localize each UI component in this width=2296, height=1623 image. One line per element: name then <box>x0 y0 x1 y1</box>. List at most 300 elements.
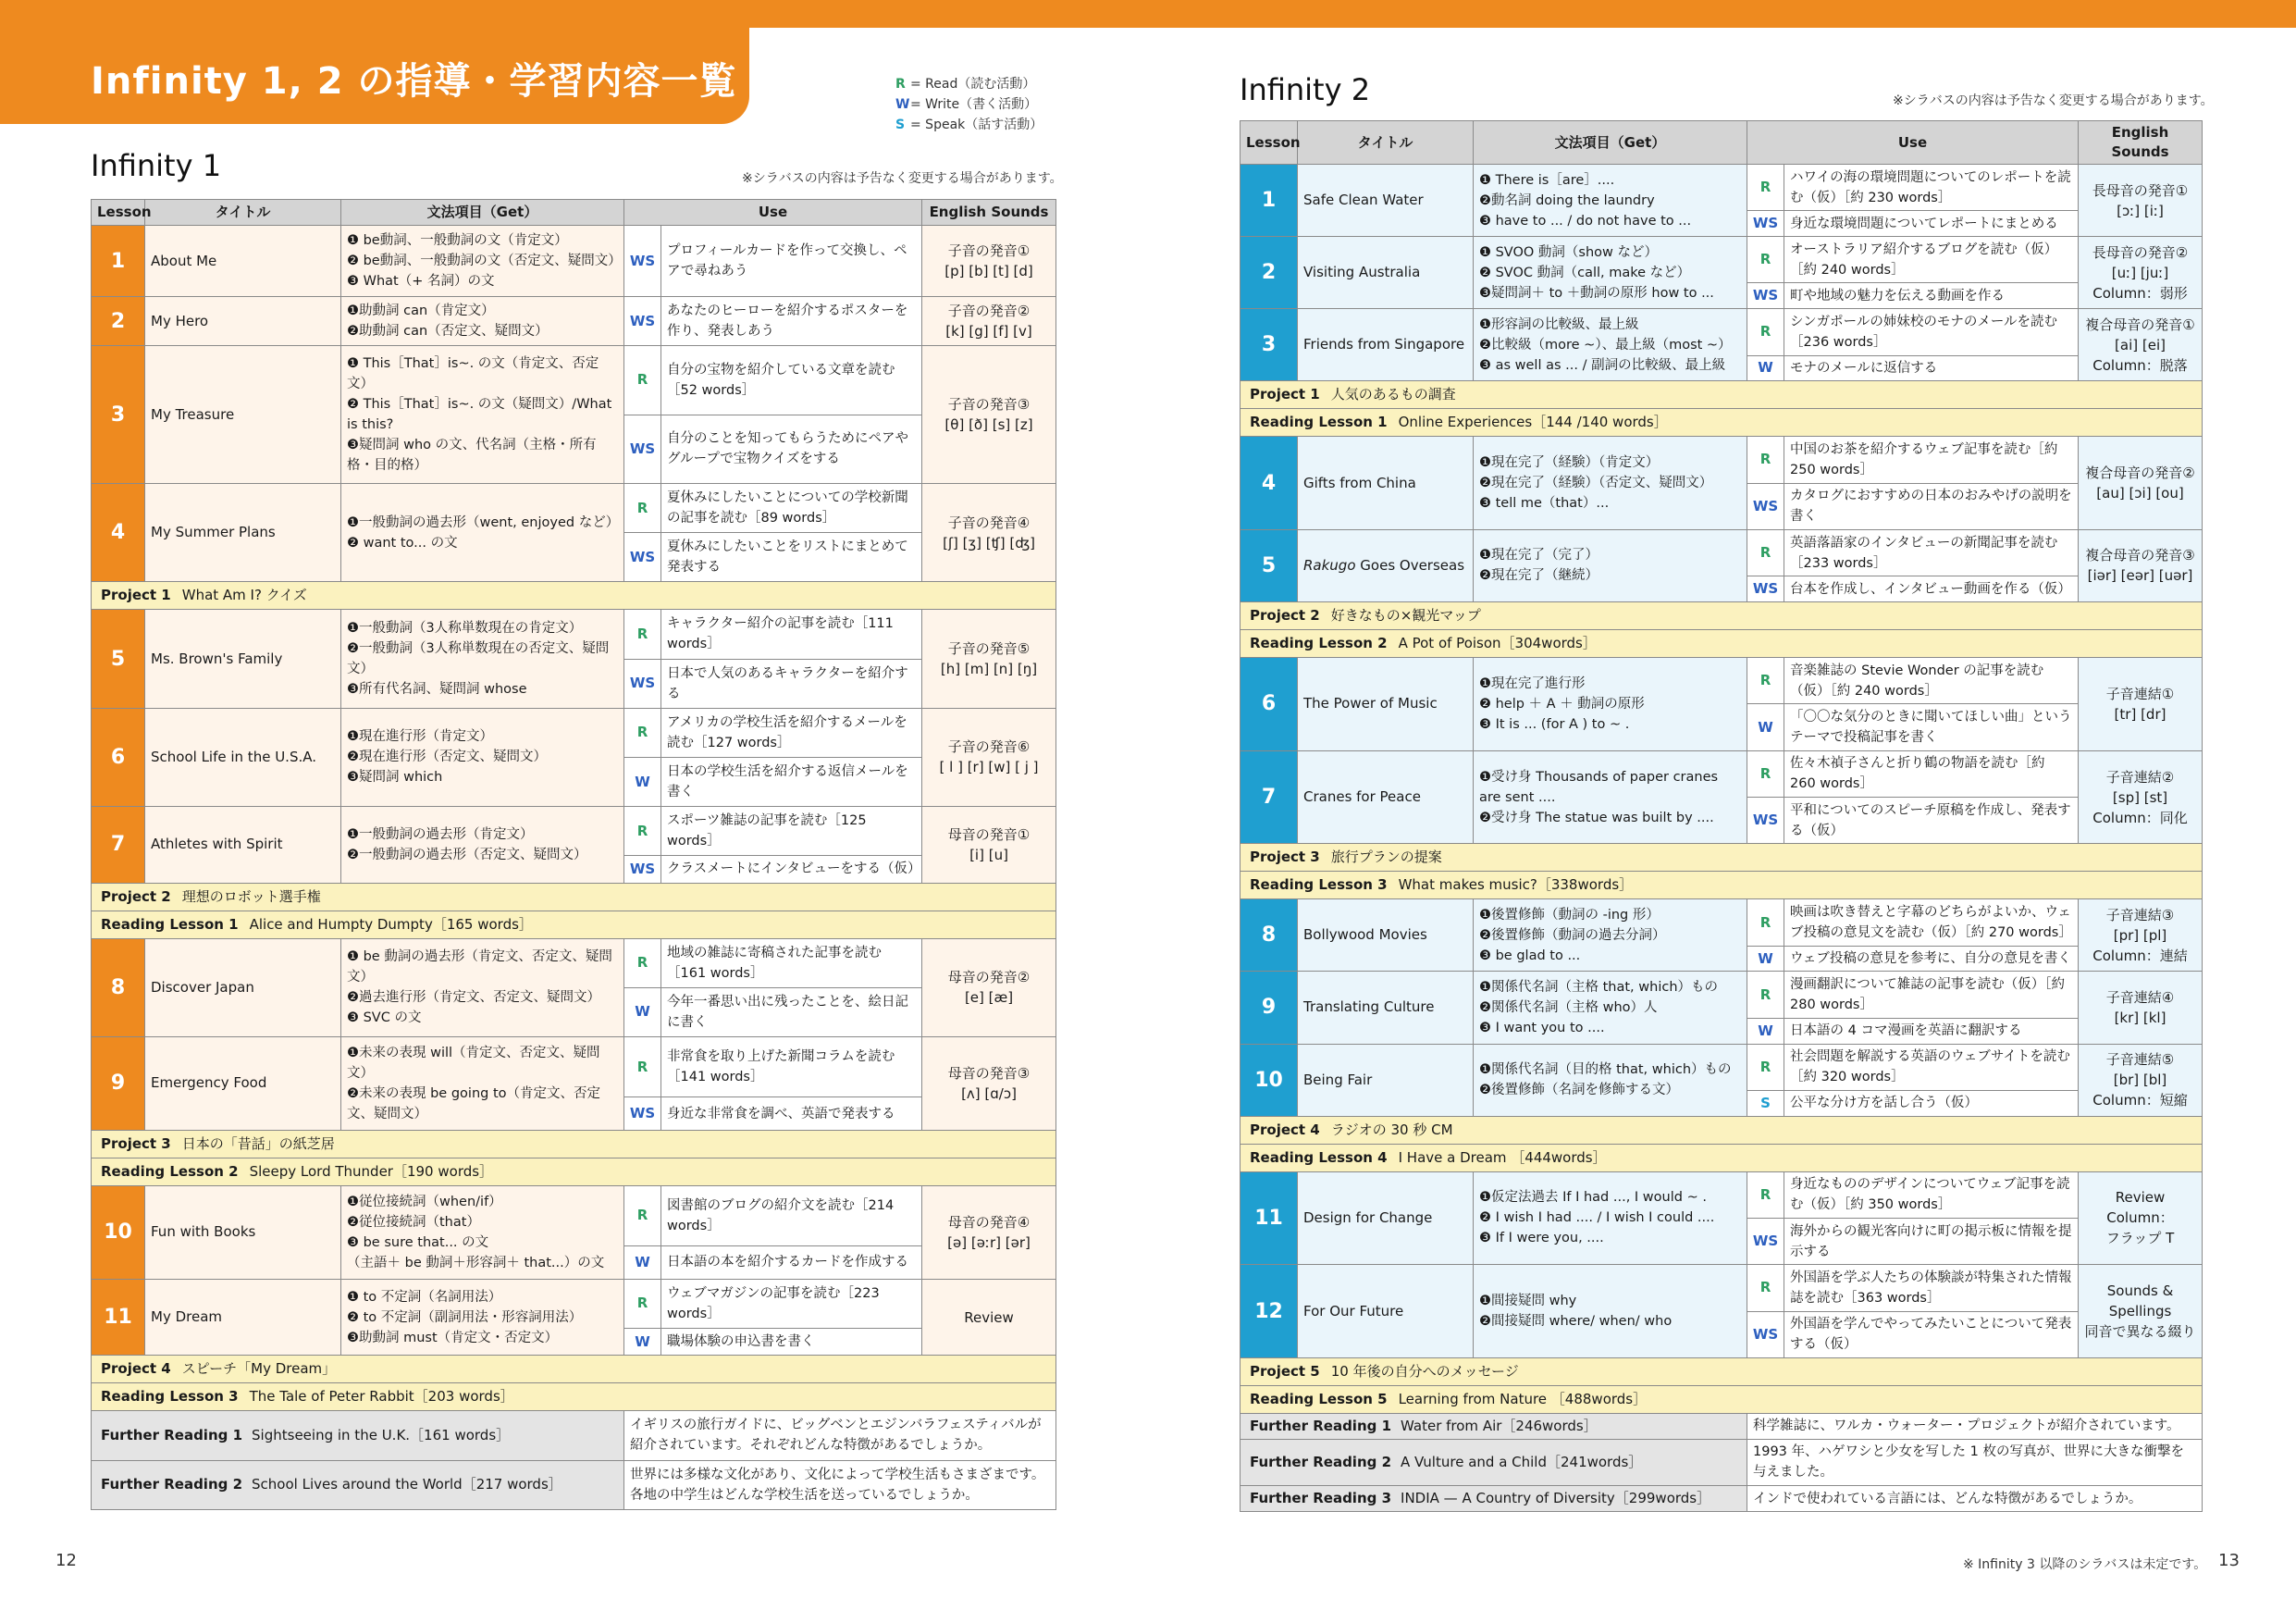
activity-code: WS <box>624 415 661 483</box>
grammar-item: ❶一般動詞の過去形（went, enjoyed など） <box>347 514 620 530</box>
reading-label: Reading Lesson 3 <box>1250 876 1388 894</box>
infinity-2-syllabus-table <box>1240 120 2203 1512</box>
activity-description: 職場体験の申込書を書く <box>661 1329 922 1356</box>
sounds-column-header: English Sounds <box>922 200 1056 226</box>
further-reading-title-cell <box>92 1460 624 1509</box>
lesson-number: 12 <box>1241 1265 1298 1358</box>
grammar-item: ❷未来の表現 be going to（肯定文、否定文、疑問文） <box>347 1085 601 1121</box>
activity-code: R <box>1747 1265 1784 1311</box>
activity-description: 今年一番思い出に残ったことを、絵日記に書く <box>661 987 922 1036</box>
grammar-points <box>341 938 624 1036</box>
activity-description: 日本語の本を紹介するカードを作成する <box>661 1246 922 1280</box>
lesson-title: Bollywood Movies <box>1298 899 1474 972</box>
grammar-points <box>341 297 624 346</box>
grammar-points <box>341 807 624 884</box>
activity-code: W <box>624 987 661 1036</box>
project-row <box>1241 844 2203 872</box>
lesson-row <box>92 226 1056 297</box>
project-label: Project 4 <box>1250 1121 1320 1138</box>
activity-description: モナのメールに返信する <box>1784 355 2079 381</box>
reading-row <box>1241 1144 2203 1171</box>
reading-row <box>1241 1385 2203 1413</box>
lesson-number: 10 <box>92 1185 145 1279</box>
project-label: Project 2 <box>1250 607 1320 624</box>
lesson-row <box>1241 1044 2203 1090</box>
reading-label: Reading Lesson 2 <box>101 1162 239 1180</box>
activity-description: 漫画翻訳について雑誌の記事を読む（仮）［約 280 words］ <box>1784 972 2079 1018</box>
grammar-item: ❷受け身 The statue was built by .... <box>1479 810 1714 825</box>
grammar-item: ❸ If I were you, .... <box>1479 1231 1604 1246</box>
reading-row <box>92 911 1056 938</box>
lesson-number: 9 <box>92 1036 145 1130</box>
activity-description: キャラクター紹介の記事を読む［111 words］ <box>661 610 922 659</box>
legend-key: S <box>895 118 906 132</box>
grammar-item: ❶現在完了（完了） <box>1479 548 1599 564</box>
activity-description: 夏休みにしたいことについての学校新聞の記事を読む［89 words］ <box>661 483 922 532</box>
grammar-item: ❸ have to ... / do not have to ... <box>1479 213 1692 229</box>
page-title: Infinity 1, 2 の指導・学習内容一覧 <box>0 28 749 124</box>
english-sounds-text: 母音の発音③ [ʌ] [ɑ/ɔ] <box>947 1064 1031 1102</box>
grammar-points <box>341 346 624 484</box>
activity-code: W <box>1747 1018 1784 1044</box>
lesson-row <box>92 1036 1056 1096</box>
lesson-number: 5 <box>92 610 145 708</box>
project-row <box>1241 1357 2203 1385</box>
grammar-item: ❶関係代名詞（主格 that, which）もの <box>1479 979 1719 995</box>
lesson-row <box>92 807 1056 856</box>
activity-code: R <box>1747 437 1784 483</box>
further-reading-label: Further Reading 3 <box>1250 1490 1392 1507</box>
lesson-number: 1 <box>1241 165 1298 237</box>
activity-description: 映画は吹き替えと字幕のどちらがよいか、ウェブ投稿の意見文を読む（仮）［約 270 words］ <box>1784 899 2079 946</box>
project-title: 理想のロボット選手権 <box>181 887 321 905</box>
activity-code: WS <box>1747 1311 1784 1357</box>
english-sounds-text: Review <box>964 1308 1014 1326</box>
activity-code: R <box>1747 972 1784 1018</box>
further-reading-label: Further Reading 2 <box>1250 1453 1392 1470</box>
activity-description: 日本の学校生活を紹介する返信メールを書く <box>661 757 922 806</box>
activity-code: R <box>624 938 661 987</box>
english-sounds-text: 子音の発音① [p] [b] [t] [d] <box>944 242 1033 280</box>
english-sounds <box>922 297 1056 346</box>
reading-title: What makes music?［338words］ <box>1398 876 1634 894</box>
activity-code: W <box>624 1246 661 1280</box>
project-cell <box>1241 1116 2203 1144</box>
project-cell <box>1241 844 2203 872</box>
project-row <box>1241 381 2203 409</box>
lesson-title-rest: Goes Overseas <box>1355 556 1465 574</box>
activity-code: R <box>1747 658 1784 704</box>
lesson-row <box>1241 165 2203 211</box>
activity-code: R <box>624 807 661 856</box>
english-sounds <box>922 483 1056 581</box>
reading-label: Reading Lesson 4 <box>1250 1148 1388 1166</box>
activity-description: 町や地域の魅力を伝える動画を作る <box>1784 283 2079 309</box>
activity-description: 英語落語家のインタビューの新聞記事を読む［233 words］ <box>1784 529 2079 576</box>
grammar-item: ❷現在進行形（否定文、疑問文） <box>347 750 547 765</box>
english-sounds <box>2079 1044 2203 1116</box>
grammar-item: （主語＋ be 動詞＋形容詞＋ that...）の文 <box>347 1255 605 1270</box>
project-label: Project 2 <box>101 887 171 905</box>
grammar-item: ❶現在完了進行形 <box>1479 675 1586 691</box>
further-reading-title-cell <box>1241 1486 1747 1512</box>
lesson-number: 4 <box>1241 437 1298 530</box>
activity-description: 身近な環境問題についてレポートにまとめる <box>1784 211 2079 237</box>
grammar-points <box>1474 309 1747 381</box>
activity-description: カタログにおすすめの日本のおみやげの説明を書く <box>1784 483 2079 529</box>
grammar-item: ❸ be glad to ... <box>1479 948 1581 963</box>
grammar-points <box>1474 1044 1747 1116</box>
lesson-row <box>1241 750 2203 797</box>
activity-description: 社会問題を解説する英語のウェブサイトを読む［約 320 words］ <box>1784 1044 2079 1090</box>
lesson-title: Friends from Singapore <box>1298 309 1474 381</box>
grammar-item: ❸疑問詞 who の文、代名詞（主格・所有格・目的格） <box>347 438 597 474</box>
title-column-header: タイトル <box>145 200 341 226</box>
english-sounds <box>922 610 1056 708</box>
english-sounds-text: 子音の発音② [k] [g] [f] [v] <box>945 303 1032 341</box>
lesson-number: 7 <box>1241 750 1298 844</box>
lesson-number: 11 <box>92 1279 145 1356</box>
project-cell <box>1241 381 2203 409</box>
grammar-points <box>1474 750 1747 844</box>
english-sounds-text: 複合母音の発音③ [iər] [eər] [uər] <box>2085 547 2195 585</box>
english-sounds-text: 子音連結① [tr] [dr] <box>2105 685 2175 723</box>
activity-legend <box>895 74 1043 135</box>
lesson-number: 4 <box>92 483 145 581</box>
grammar-points <box>341 226 624 297</box>
activity-code: R <box>1747 309 1784 355</box>
grammar-points <box>341 1279 624 1356</box>
lesson-title: Discover Japan <box>145 938 341 1036</box>
english-sounds-text: Review Column： フラップ T <box>2105 1189 2175 1247</box>
reading-cell <box>1241 409 2203 437</box>
activity-code: WS <box>624 856 661 883</box>
reading-row <box>1241 630 2203 658</box>
grammar-item: ❶ This［That］is~. の文（肯定文、否定文） <box>347 356 599 392</box>
grammar-item: ❷ help ＋ A ＋ 動詞の原形 <box>1479 696 1645 712</box>
grammar-item: ❷ This［That］is~. の文（疑問文）/What is this? <box>347 397 612 433</box>
project-label: Project 1 <box>1250 386 1320 403</box>
activity-description: オーストラリア紹介するブログを読む（仮）［約 240 words］ <box>1784 237 2079 283</box>
reading-title: Learning from Nature ［488words］ <box>1398 1390 1648 1407</box>
grammar-item: ❷従位接続詞（that） <box>347 1214 480 1230</box>
grammar-item: ❷間接疑問 where/ when/ who <box>1479 1314 1673 1330</box>
english-sounds-text: 母音の発音② [e] [æ] <box>947 969 1031 1007</box>
lesson-number: 6 <box>1241 658 1298 751</box>
legend-text: = Write（書く活動） <box>910 97 1038 112</box>
lesson-number: 9 <box>1241 972 1298 1044</box>
sounds-column-header: English Sounds <box>2079 121 2203 165</box>
lesson-row <box>92 483 1056 532</box>
grammar-item: ❷後置修飾（名詞を修飾する文） <box>1479 1083 1679 1098</box>
lesson-row <box>1241 1265 2203 1311</box>
infinity-2-heading: Infinity 2 <box>1240 72 1371 107</box>
lesson-title: Athletes with Spirit <box>145 807 341 884</box>
lesson-number: 5 <box>1241 529 1298 601</box>
lesson-row <box>92 297 1056 346</box>
legend-key: R <box>895 77 906 92</box>
english-sounds-text: 複合母音の発音② [au] [ɔi] [ou] <box>2085 465 2195 502</box>
activity-description: 身近なもののデザインについてウェブ記事を読む（仮）［約 350 words］ <box>1784 1171 2079 1218</box>
lesson-number: 10 <box>1241 1044 1298 1116</box>
grammar-item: ❶仮定法過去 If I had ..., I would ~ . <box>1479 1190 1707 1206</box>
further-reading-title: Water from Air［246words］ <box>1401 1417 1598 1434</box>
activity-description: 夏休みにしたいことをリストにまとめて発表する <box>661 533 922 582</box>
further-reading-label: Further Reading 1 <box>1250 1417 1392 1434</box>
legend-speak <box>895 115 1043 135</box>
lesson-number: 6 <box>92 708 145 806</box>
english-sounds-text: 子音連結③ [pr] [pl] Column：連結 <box>2092 906 2188 964</box>
reading-label: Reading Lesson 3 <box>101 1388 239 1406</box>
grammar-item: ❶関係代名詞（目的格 that, which）もの <box>1479 1062 1732 1078</box>
further-reading-description: 世界には多様な文化があり、文化によって学校生活もさまざまです。各地の中学生はどんな学校生活を送っているでしょうか。 <box>624 1460 1056 1509</box>
grammar-item: ❶未来の表現 will（肯定文、否定文、疑問文） <box>347 1045 600 1081</box>
reading-row <box>92 1383 1056 1411</box>
grammar-item: ❶現在完了（経験）（肯定文） <box>1479 455 1660 471</box>
grammar-points <box>1474 1265 1747 1358</box>
project-row <box>92 883 1056 911</box>
lesson-row <box>92 1279 1056 1328</box>
lesson-title: My Dream <box>145 1279 341 1356</box>
activity-description: 台本を作成し、インタビュー動画を作る（仮） <box>1784 576 2079 602</box>
lesson-row <box>1241 309 2203 355</box>
grammar-item: ❶受け身 Thousands of paper cranes are sent .... <box>1479 769 1719 805</box>
activity-description: アメリカの学校生活を紹介するメールを読む［127 words］ <box>661 708 922 757</box>
activity-code: R <box>624 610 661 659</box>
activity-description: 海外からの観光客向けに町の掲示板に情報を提示する <box>1784 1218 2079 1264</box>
lesson-number: 3 <box>92 346 145 484</box>
lesson-row <box>92 346 1056 415</box>
grammar-item: ❷過去進行形（肯定文、否定文、疑問文） <box>347 990 600 1006</box>
project-label: Project 5 <box>1250 1362 1320 1380</box>
reading-cell <box>92 911 1056 938</box>
english-sounds <box>922 1279 1056 1356</box>
english-sounds <box>922 1185 1056 1279</box>
english-sounds-text: 子音の発音③ [θ] [ð] [s] [z] <box>944 396 1033 434</box>
activity-code: S <box>1747 1090 1784 1116</box>
lesson-number: 7 <box>92 807 145 884</box>
legend-read <box>895 74 1043 94</box>
reading-label: Reading Lesson 2 <box>1250 635 1388 651</box>
grammar-item: ❸ SVC の文 <box>347 1010 422 1026</box>
english-sounds <box>2079 899 2203 972</box>
activity-code: WS <box>624 659 661 708</box>
grammar-item: ❸疑問詞＋ to ＋動詞の原形 how to ... <box>1479 285 1714 301</box>
activity-code: R <box>624 708 661 757</box>
english-sounds <box>922 1036 1056 1130</box>
grammar-item: ❷ want to... の文 <box>347 535 458 551</box>
grammar-item: ❷動名詞 doing the laundry <box>1479 192 1655 208</box>
activity-code: WS <box>1747 211 1784 237</box>
grammar-item: ❶ be 動詞の過去形（肯定文、否定文、疑問文） <box>347 949 612 985</box>
grammar-item: ❸ I want you to .... <box>1479 1020 1605 1035</box>
grammar-points <box>341 1185 624 1279</box>
activity-code: W <box>624 1329 661 1356</box>
project-cell <box>92 582 1056 610</box>
activity-code: WS <box>1747 798 1784 844</box>
activity-description: 身近な非常食を調べ、英語で発表する <box>661 1097 922 1131</box>
syllabus-note-right: ※シラバスの内容は予告なく変更する場合があります。 <box>1893 93 2214 108</box>
english-sounds <box>2079 529 2203 601</box>
lesson-row <box>92 708 1056 757</box>
project-title: 人気のあるもの調査 <box>1330 386 1456 403</box>
activity-code: R <box>624 1185 661 1245</box>
activity-code: WS <box>1747 283 1784 309</box>
lesson-title: Being Fair <box>1298 1044 1474 1116</box>
activity-description: 自分のことを知ってもらうためにペアやグループで宝物クイズをする <box>661 415 922 483</box>
project-row <box>1241 1116 2203 1144</box>
reading-title: A Pot of Poison［304words］ <box>1398 635 1597 651</box>
legend-text: = Speak（話す活動） <box>910 118 1043 132</box>
english-sounds-text: 長母音の発音① [ɔː] [iː] <box>2092 181 2189 219</box>
activity-code: WS <box>624 297 661 346</box>
lesson-title-italic: Rakugo <box>1303 556 1356 574</box>
activity-description: 日本語の 4 コマ漫画を英語に翻訳する <box>1784 1018 2079 1044</box>
bottom-note: ※ Infinity 3 以降のシラバスは未定です。 <box>1963 1557 2207 1572</box>
grammar-item: ❷一般動詞（3人称単数現在の否定文、疑問文） <box>347 641 610 677</box>
grammar-item: ❷後置修飾（動詞の過去分詞） <box>1479 927 1666 943</box>
lesson-title: School Life in the U.S.A. <box>145 708 341 806</box>
project-label: Project 3 <box>1250 849 1320 866</box>
grammar-item: ❷ SVOC 動詞（call, make など） <box>1479 265 1691 280</box>
activity-description: ハワイの海の環境問題についてのレポートを読む（仮）［約 230 words］ <box>1784 165 2079 211</box>
project-cell <box>92 1356 1056 1383</box>
project-label: Project 3 <box>101 1134 171 1152</box>
lesson-title: Translating Culture <box>1298 972 1474 1044</box>
english-sounds-text: 母音の発音④ [ə] [əːr] [ər] <box>947 1213 1031 1251</box>
english-sounds-text: 子音連結② [sp] [st] Column：同化 <box>2092 768 2188 826</box>
lesson-number: 11 <box>1241 1171 1298 1265</box>
further-reading-description: イギリスの旅行ガイドに、ビッグベンとエジンバラフェスティバルが紹介されています。それぞれどんな特徴があるでしょうか。 <box>624 1411 1056 1460</box>
grammar-item: ❸ tell me（that）... <box>1479 496 1610 512</box>
further-reading-title: Sightseeing in the U.K.［161 words］ <box>252 1426 511 1443</box>
english-sounds-text: 子音の発音⑤ [h] [m] [n] [ŋ] <box>940 640 1038 678</box>
activity-code: R <box>624 483 661 532</box>
activity-description: 地域の雑誌に寄稿された記事を読む［161 words］ <box>661 938 922 987</box>
english-sounds <box>2079 309 2203 381</box>
activity-description: 自分の宝物を紹介している文章を読む［52 words］ <box>661 346 922 415</box>
lesson-title: About Me <box>145 226 341 297</box>
project-cell <box>92 883 1056 911</box>
english-sounds <box>2079 1265 2203 1358</box>
reading-cell <box>1241 1385 2203 1413</box>
lesson-row <box>1241 1171 2203 1218</box>
activity-description: ウェブマガジンの記事を読む［223 words］ <box>661 1279 922 1328</box>
grammar-points <box>341 1036 624 1130</box>
further-reading-description: 1993 年、ハゲワシと少女を写した 1 枚の写真が、世界に大きな衝撃を与えました。 <box>1747 1439 2203 1485</box>
grammar-points <box>1474 1171 1747 1265</box>
activity-description: 外国語を学ぶ人たちの体験談が特集された情報誌を読む［363 words］ <box>1784 1265 2079 1311</box>
grammar-item: ❸助動詞 must（肯定文・否定文） <box>347 1330 559 1345</box>
lesson-title: My Summer Plans <box>145 483 341 581</box>
activity-code: R <box>1747 237 1784 283</box>
activity-code: R <box>1747 899 1784 946</box>
grammar-item: ❶ to 不定詞（名詞用法） <box>347 1289 502 1305</box>
reading-cell <box>1241 630 2203 658</box>
activity-description: あなたのヒーローを紹介するポスターを作り、発表しあう <box>661 297 922 346</box>
reading-title: The Tale of Peter Rabbit［203 words］ <box>249 1388 514 1406</box>
activity-code: WS <box>624 1097 661 1131</box>
lesson-title: For Our Future <box>1298 1265 1474 1358</box>
further-reading-row <box>1241 1439 2203 1485</box>
lesson-title: Emergency Food <box>145 1036 341 1130</box>
grammar-item: ❶形容詞の比較級、最上級 <box>1479 316 1639 332</box>
grammar-item: ❶一般動詞（3人称単数現在の肯定文） <box>347 621 583 637</box>
grammar-item: ❶ SVOO 動詞（show など） <box>1479 244 1658 260</box>
reading-cell <box>92 1158 1056 1185</box>
grammar-item: ❷現在完了（経験）（否定文、疑問文） <box>1479 476 1713 491</box>
grammar-points <box>1474 529 1747 601</box>
english-sounds <box>2079 165 2203 237</box>
grammar-points <box>1474 972 1747 1044</box>
lesson-title: Ms. Brown's Family <box>145 610 341 708</box>
grammar-item: ❸ as well as ... / 副詞の比較級、最上級 <box>1479 357 1726 373</box>
project-cell <box>92 1130 1056 1158</box>
use-column-header: Use <box>624 200 922 226</box>
project-row <box>92 582 1056 610</box>
activity-code: R <box>1747 1044 1784 1090</box>
lesson-row <box>1241 658 2203 704</box>
page-number-right: 13 <box>2218 1551 2240 1570</box>
legend-text: = Read（読む活動） <box>910 77 1036 92</box>
project-title: 10 年後の自分へのメッセージ <box>1330 1362 1519 1380</box>
lesson-number: 1 <box>92 226 145 297</box>
activity-description: 日本で人気のあるキャラクターを紹介する <box>661 659 922 708</box>
english-sounds <box>2079 1171 2203 1265</box>
activity-code: WS <box>624 226 661 297</box>
activity-code: WS <box>1747 576 1784 602</box>
activity-description: プロフィールカードを作って交換し、ペアで尋ねあう <box>661 226 922 297</box>
further-reading-title: INDIA — A Country of Diversity［299words］ <box>1401 1490 1711 1507</box>
english-sounds <box>2079 237 2203 309</box>
grammar-item: ❷ be動詞、一般動詞の文（否定文、疑問文） <box>347 254 622 269</box>
infinity-1-heading: Infinity 1 <box>91 148 222 183</box>
activity-code: WS <box>1747 483 1784 529</box>
further-reading-title-cell <box>1241 1413 1747 1439</box>
activity-description: 外国語を学んでやってみたいことについて発表する（仮） <box>1784 1311 2079 1357</box>
top-accent-strip <box>0 0 2296 28</box>
further-reading-description: 科学雑誌に、ワルカ・ウォーター・プロジェクトが紹介されています。 <box>1747 1413 2203 1439</box>
reading-label: Reading Lesson 1 <box>101 915 239 933</box>
lesson-title: Safe Clean Water <box>1298 165 1474 237</box>
grammar-item: ❸所有代名詞、疑問詞 whose <box>347 682 527 698</box>
lesson-row <box>1241 972 2203 1018</box>
activity-description: 非常食を取り上げた新聞コラムを読む［141 words］ <box>661 1036 922 1096</box>
further-reading-label: Further Reading 1 <box>101 1426 243 1443</box>
grammar-points <box>1474 658 1747 751</box>
lesson-row <box>1241 237 2203 283</box>
reading-title: I Have a Dream ［444words］ <box>1398 1148 1607 1166</box>
page-number-left: 12 <box>56 1551 77 1570</box>
project-cell <box>1241 1357 2203 1385</box>
activity-code: W <box>1747 704 1784 750</box>
activity-description: 「〇〇な気分のときに聞いてほしい曲」というテーマで投稿記事を書く <box>1784 704 2079 750</box>
infinity-1-syllabus-table <box>91 199 1056 1510</box>
activity-description: 音楽雑誌の Stevie Wonder の記事を読む（仮）［約 240 words］ <box>1784 658 2079 704</box>
use-column-header: Use <box>1747 121 2079 165</box>
reading-title: Online Experiences［144 /140 words］ <box>1398 414 1668 431</box>
lesson-column-header: Lesson <box>1241 121 1298 165</box>
english-sounds-text: 子音の発音⑥ [ l ] [r] [w] [ j ] <box>939 738 1039 776</box>
project-row <box>92 1356 1056 1383</box>
lesson-title: Design for Change <box>1298 1171 1474 1265</box>
activity-code: WS <box>624 533 661 582</box>
reading-cell <box>1241 1144 2203 1171</box>
grammar-item: ❷ I wish I had .... / I wish I could .... <box>1479 1210 1715 1226</box>
further-reading-description: インドで使われている言語には、どんな特徴があるでしょうか。 <box>1747 1486 2203 1512</box>
english-sounds-text: 子音の発音④ [ʃ] [ʒ] [ʧ] [ʤ] <box>943 514 1035 551</box>
further-reading-label: Further Reading 2 <box>101 1476 243 1493</box>
